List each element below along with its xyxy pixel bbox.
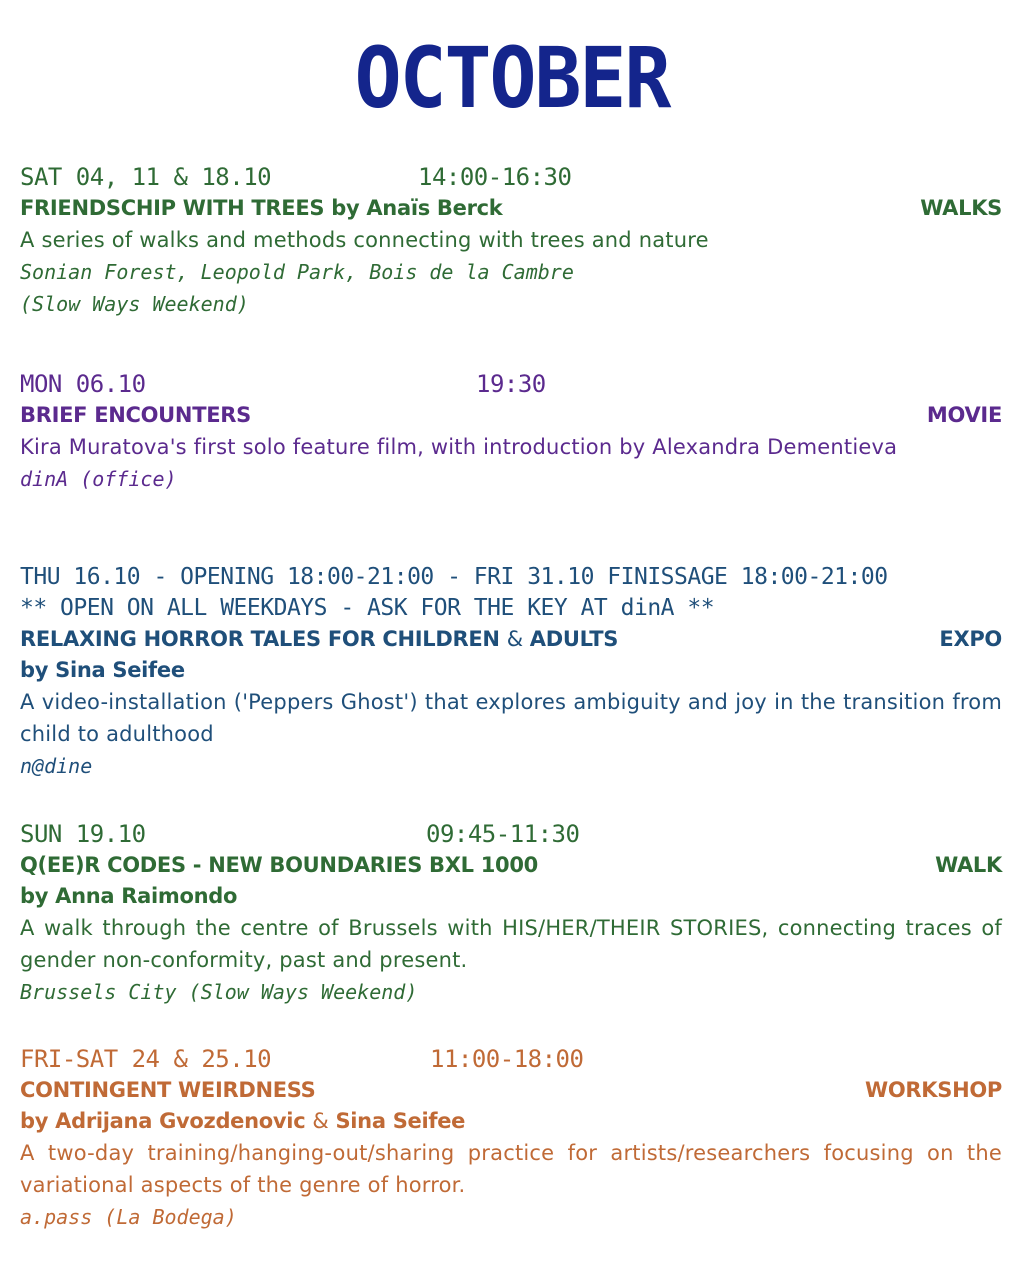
event-title-row [20, 624, 1002, 655]
event-date: SAT 04, 11 & 18.10 [20, 163, 272, 191]
event-title-part1: RELAXING HORROR TALES FOR CHILDREN [20, 627, 500, 651]
event-title-part2: ADULTS [529, 627, 619, 651]
event-date: SUN 19.10 [20, 820, 146, 848]
event-title-row [20, 400, 1002, 431]
event-time: 14:00-16:30 [418, 163, 572, 191]
event-title-row [20, 850, 1002, 881]
event-description: A walk through the centre of Brussels with HIS/HER/THEIR STORIES, connecting traces of gender non-conformity, past and present. [20, 916, 1002, 972]
event-date: MON 06.10 [20, 370, 146, 398]
event-datetime [20, 562, 1002, 593]
event-datetime [20, 1044, 1002, 1075]
event-note: (Slow Ways Weekend) [20, 292, 249, 316]
event-category: MOVIE [926, 403, 1002, 427]
event-banner: ** OPEN ON ALL WEEKDAYS - ASK FOR THE KEY AT dinA ** [20, 595, 715, 621]
event-author-part2: Sina Seifee [335, 1109, 466, 1133]
event-venue: Brussels City (Slow Ways Weekend) [20, 980, 418, 1004]
event-datetime [20, 819, 1002, 850]
event-category: EXPO [939, 627, 1002, 651]
event-datetime [20, 369, 1002, 400]
event-author: by Anna Raimondo [20, 884, 238, 908]
event-time: 09:45-11:30 [426, 820, 580, 848]
event-title: CONTINGENT WEIRDNESS [20, 1078, 316, 1102]
event-description: A two-day training/hanging-out/sharing practice for artists/researchers focusing on the variational aspects of the genre of horror. [20, 1141, 1002, 1197]
event-title: Q(EE)R CODES - NEW BOUNDARIES BXL 1000 [20, 853, 538, 877]
event-author-amp: & [312, 1109, 329, 1133]
event-contingent-weirdness [20, 1044, 1002, 1233]
event-relaxing-horror-tales [20, 562, 1002, 782]
event-time: 11:00-18:00 [430, 1045, 584, 1073]
event-title-row [20, 193, 1002, 224]
event-date: THU 16.10 - OPENING 18:00-21:00 - FRI 31.10 FINISSAGE 18:00-21:00 [20, 564, 888, 590]
event-title: BRIEF ENCOUNTERS [20, 403, 251, 427]
event-description: A video-installation ('Peppers Ghost') that explores ambiguity and joy in the transition from child to adulthood [20, 690, 1002, 746]
page-title: OCTOBER [354, 30, 670, 128]
event-venue: n@dine [20, 754, 93, 778]
event-title: FRIENDSCHIP WITH TREES by Anaïs Berck [20, 196, 503, 220]
event-author-part1: by Adrijana Gvozdenovic [20, 1109, 306, 1133]
event-venue: Sonian Forest, Leopold Park, Bois de la Cambre [20, 260, 574, 284]
event-brief-encounters [20, 369, 1002, 495]
event-description: Kira Muratova's first solo feature film, with introduction by Alexandra Dementieva [20, 435, 898, 459]
event-category: WALKS [920, 196, 1002, 220]
event-title-row [20, 1075, 1002, 1106]
event-venue: dinA (office) [20, 467, 177, 491]
event-venue: a.pass (La Bodega) [20, 1205, 237, 1229]
event-time: 19:30 [476, 370, 546, 398]
event-description: A series of walks and methods connecting with trees and nature [20, 228, 709, 252]
event-author: by Sina Seifee [20, 658, 185, 682]
event-author [20, 1106, 1002, 1137]
event-friendschip-with-trees [20, 162, 1002, 320]
event-category: WALK [935, 853, 1002, 877]
event-date: FRI-SAT 24 & 25.10 [20, 1045, 272, 1073]
event-category: WORKSHOP [864, 1078, 1002, 1102]
event-title-amp: & [506, 627, 523, 651]
event-title [20, 624, 618, 655]
event-datetime [20, 162, 1002, 193]
event-qeer-codes [20, 819, 1002, 1008]
